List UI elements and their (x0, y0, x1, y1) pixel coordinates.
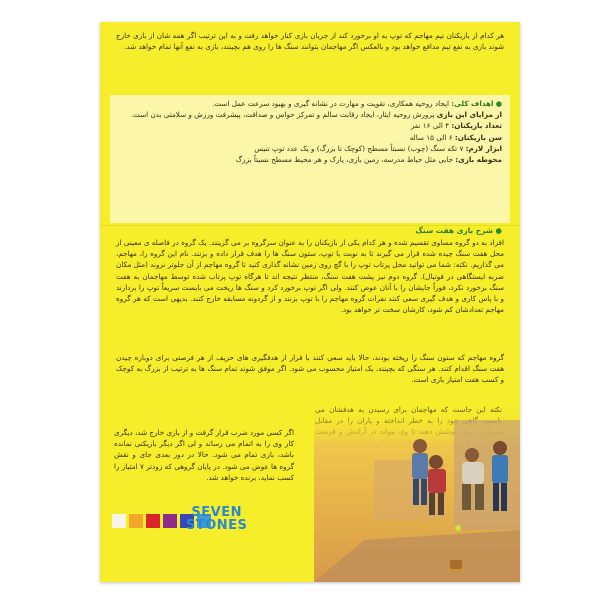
bullet-icon: ● (492, 226, 502, 235)
section2-heading (415, 226, 502, 235)
scoring-paragraph: گروه مهاجم که ستون سنگ را ریخته بودند، حالا باید سعی کنند با فرار از هدفگیری های حریف از هر فرصتی برای دوباره چیدن هفت سنگ اقدام کنند. هر سنگی که بچینند، یک امتیاز محسوب می شود. اگر موفق شوند تمام سنگ ها به ترتیب از بزرگ به کوچک و کسب هفت امتیاز بازی است. (116, 353, 504, 385)
tools-label: ابزار لازم: (465, 143, 502, 153)
players-text: ۴ الی ۱۶ نفر (410, 121, 450, 131)
rules-paragraph: افراد به دو گروه مساوی تقسیم شده و هر کدام یکی از بازیکنان را به عنوان سرگروه بر می گزینند. یک گروه در فاصله ی معینی از محل هفت سنگ چیده شده قرار می گیرند تا به نوبت با توپ، ستون سنگ ها را هدف قرار داده و بزنند. نام این گروه را، مهاجم، می گذاریم. نکته: شما می توانید محل پرتاب توپ را با گچ روی زمین نشانه گذاری کنید تا گروه مهاجم از آن جلوتر نروند (مثل مکان ضربه ایستگاهی در فوتبال). گروه دوم نیز پشت هفت سنگ، منتظر نتیجه اند تا هرگاه توپ پرتاب شده توسط مهاجمان به هفت سنگ برخورد نکرد، فوراً جایشان را با آنان عوض کنند. ولی اگر توپ برخورد کرد و سنگ ها ریخت می بایست سریعاً توپ را بردارند و با پاس کاری و هدف گیری سعی کنند نفرات گروه مهاجم را با توپ بزنند و از گردونه مسابقه خارج کنند. بدیهی است که هر گروه مهاجم تعدادشان کم شود، کارشان سخت تر خواهد بود. (116, 238, 504, 315)
age-label: سن بازیکنان: (454, 132, 502, 142)
benefits-label: از مزایای این بازی (436, 110, 502, 120)
goals-title: اهداف کلی: (451, 99, 494, 108)
swatch-2 (129, 514, 143, 528)
instruction-sheet (100, 22, 520, 582)
tools-text: ۷ تکه سنگ (چوب) نسبتاً مسطح (کوچک تا بزرگ) و یک عدد توپ تنیس (254, 143, 464, 153)
benefits-text: پرورش روحیه ایثار، ایجاد رقابت سالم و تمرکز حواس و صداقت، پیشرفت ورزش و سلامتی بدن است. (130, 110, 435, 120)
section2-title: شرح بازی هفت سنگ (415, 226, 493, 235)
end-paragraph: اگر کسی مورد ضرب قرار گرفت و از بازی خارج شد، دیگری کار وی را به اتمام می رساند و لی اگر دیگر بازیکنی نمانده باشد، بازی تمام می شود. حالا در دور بعدی جای و نقش گروه ها عوض می شود. در پایان گروهی که زودتر ۷ امتیاز را کسب نماید، برنده خواهد شد. (113, 428, 294, 482)
bullet-icon: ● (493, 99, 502, 108)
swatch-1 (112, 514, 126, 528)
seven-stones-logo (186, 506, 247, 532)
intro-paragraph: هر کدام از بازیکنان تیم مهاجم که توپ به او برخورد کند از جریان بازی کنار خواهد رفت و به این ترتیب اگر همه شان از بازی خارج شوند بازی به نفع تیم مدافع خواهد بود و بالعکس اگر مهاجمان بتوانند سنگ ها را روی هم بچینند، بازی به نفع آنها تمام خواهد شد. (116, 31, 504, 52)
swatch-3 (146, 514, 160, 528)
age-text: ۶ الی ۱۵ ساله (409, 132, 453, 142)
logo-line-1: SEVEN (191, 505, 242, 520)
area-text: جایی مثل حیاط مدرسه، زمین بازی، پارک و هر محیط مسطح نسبتاً بزرگ (235, 155, 453, 165)
area-label: محوطه بازی: (455, 155, 502, 165)
logo-line-2: STONES (186, 518, 248, 533)
goals-general: ایجاد روحیه همکاری، تقویت و مهارت در نشانه گیری و بهبود سرعت عمل است. (212, 99, 449, 108)
goals-box (110, 95, 510, 223)
players-label: تعداد بازیکنان: (451, 121, 502, 131)
swatch-4 (163, 514, 177, 528)
